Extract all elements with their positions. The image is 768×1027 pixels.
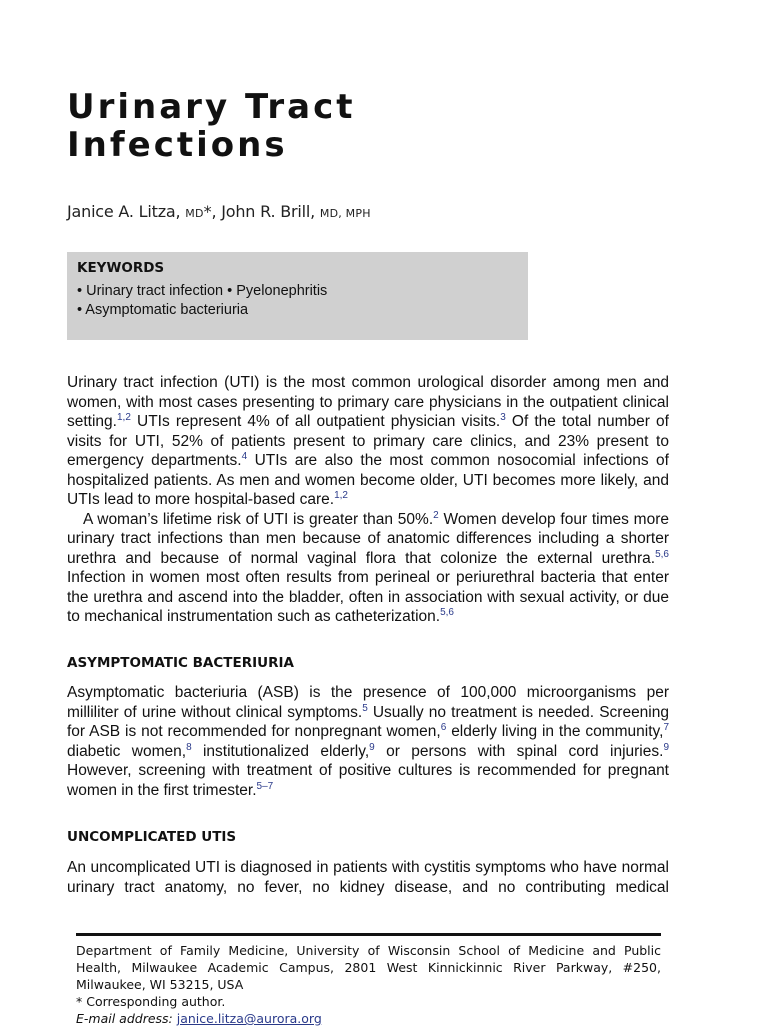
email-line: [76, 1010, 661, 1027]
intro-p2-text-3: Infection in women most often results from perineal or periurethral bacteria that enter the urethra and ascend into the bladder, often in association with sexual activity, or due to mechanical instrumentation such as catheterization.: [67, 569, 669, 625]
intro-p2-text-1: A woman’s lifetime risk of UTI is greater than 50%.: [83, 510, 434, 528]
author-2-name: John R. Brill,: [221, 202, 316, 221]
citation-ref[interactable]: 5: [362, 702, 368, 714]
author-2-degree: MD, MPH: [319, 207, 371, 220]
citation-ref[interactable]: 2: [433, 509, 439, 521]
citation-ref[interactable]: 5,6: [440, 606, 454, 618]
asb-text-3: elderly living in the community,: [446, 723, 664, 740]
footnote-divider: [76, 933, 661, 936]
intro-section: [67, 373, 669, 627]
intro-p1-text-2: UTIs represent 4% of all outpatient physician visits.: [130, 413, 501, 430]
keywords-line-2: • Asymptomatic bacteriuria: [77, 302, 249, 318]
asb-text-4: diabetic women,: [67, 742, 187, 760]
citation-ref[interactable]: 1,2: [116, 411, 131, 423]
citation-ref[interactable]: 5,6: [655, 548, 669, 560]
author-1-name: Janice A. Litza,: [67, 202, 181, 221]
intro-paragraph-1: [67, 373, 669, 510]
section-heading-uncomplicated: UNCOMPLICATED UTIS: [67, 829, 237, 845]
email-label: E-mail address:: [76, 1011, 173, 1026]
section-heading-asb: ASYMPTOMATIC BACTERIURIA: [67, 655, 294, 671]
author-line: [67, 202, 371, 221]
citation-ref[interactable]: 6: [440, 721, 447, 733]
keywords-heading: KEYWORDS: [77, 260, 165, 276]
citation-ref[interactable]: 4: [241, 450, 248, 462]
asb-text-7: However, screening with treatment of positive cultures is recommended for pregnant women in the first trimester.: [67, 762, 669, 799]
intro-p2-text-2: Women develop four times more urinary tract infections than men because of anatomic differences including a shorter urethra and because of normal vaginal flora that colonize the external urethra.: [67, 510, 669, 567]
title-line-2: Infections: [67, 125, 288, 165]
uncomplicated-section: [67, 858, 669, 897]
citation-ref[interactable]: 5–7: [256, 780, 274, 792]
email-link[interactable]: janice.litza@aurora.org: [176, 1011, 322, 1026]
asb-text-2: Usually no treatment is needed. Screening for ASB is not recommended for nonpregnant women,: [67, 703, 669, 740]
intro-p1-text-3: Of the total number of visits for UTI, 52% of patients present to primary care clinics, and 23% present to emergency departments.: [67, 413, 669, 469]
citation-ref[interactable]: 1,2: [334, 489, 348, 501]
citation-ref[interactable]: 9: [369, 741, 375, 753]
asb-paragraph: [67, 683, 669, 800]
article-title: [67, 88, 356, 164]
corresponding-mark: *,: [203, 202, 217, 221]
asb-text-6: or persons with spinal cord injuries.: [374, 742, 664, 760]
intro-p1-text-1: Urinary tract infection (UTI) is the most common urological disorder among men and women, with most cases presenting to primary care physicians in the outpatient clinical setting.: [67, 374, 669, 430]
intro-paragraph-2: [67, 510, 669, 627]
citation-ref[interactable]: 3: [500, 411, 506, 423]
citation-ref[interactable]: 9: [663, 741, 669, 753]
author-1-degree: MD: [185, 207, 204, 220]
uncomplicated-paragraph: [67, 858, 669, 897]
asb-text-5: institutionalized elderly,: [191, 742, 370, 760]
citation-ref[interactable]: 8: [186, 741, 192, 753]
affiliation: Department of Family Medicine, University of Wisconsin School of Medicine and Public Health, Milwaukee Academic Campus, 2801 West Kinnickinnic River Parkway, #250, Milwaukee, WI 53215, USA: [76, 943, 661, 992]
title-line-1: Urinary Tract: [67, 87, 356, 127]
asb-section: [67, 683, 669, 800]
keywords-line-1: • Urinary tract infection • Pyelonephritis: [77, 283, 328, 299]
footnote-block: [76, 942, 661, 1027]
intro-p1-text-4: UTIs are also the most common nosocomial infections of hospitalized patients. As men and women become older, UTI becomes more likely, and UTIs lead to more hospital-based care.: [67, 452, 669, 508]
corresponding-author-note: * Corresponding author.: [76, 994, 226, 1009]
asb-text-1: Asymptomatic bacteriuria (ASB) is the presence of 100,000 microorganisms per milliliter of urine without clinical symptoms.: [67, 684, 669, 721]
keywords-box: [67, 252, 528, 340]
uncomplicated-text: An uncomplicated UTI is diagnosed in patients with cystitis symptoms who have normal urinary tract anatomy, no fever, no kidney disease, and no contributing medical: [67, 859, 669, 896]
citation-ref[interactable]: 7: [663, 721, 670, 733]
